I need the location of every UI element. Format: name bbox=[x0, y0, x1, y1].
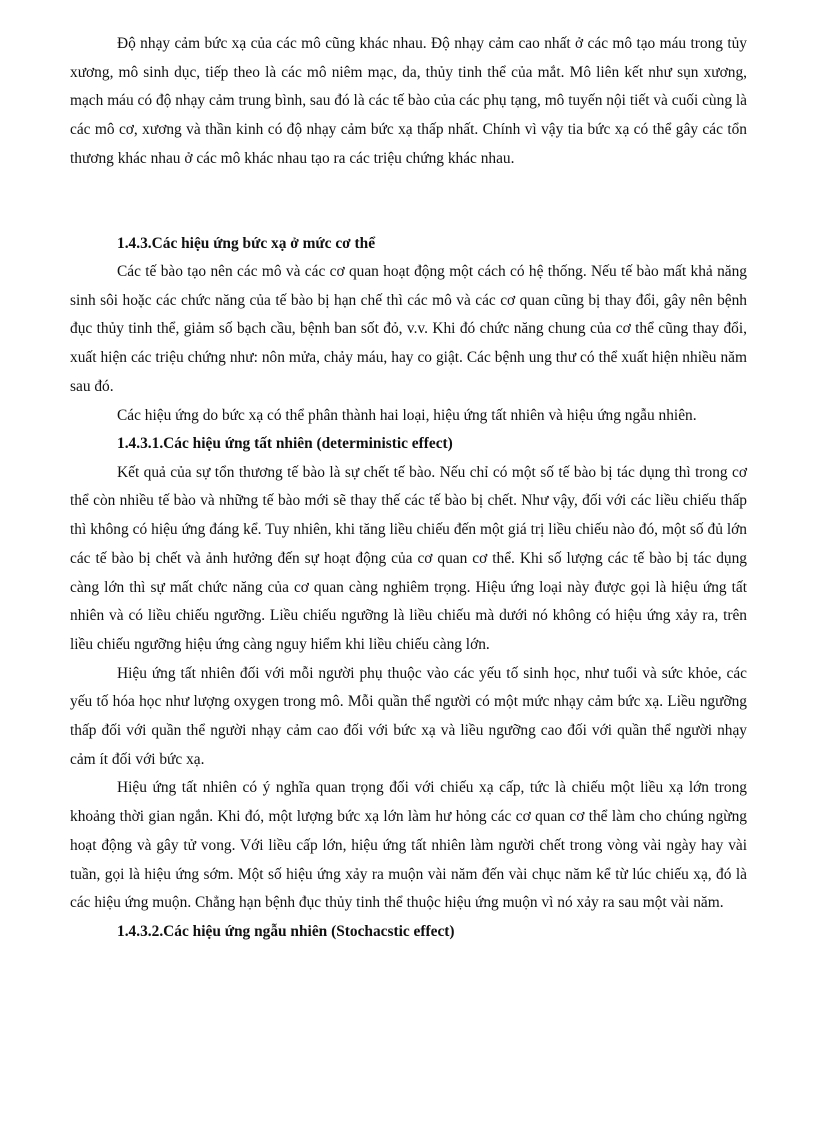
document-page bbox=[70, 30, 747, 946]
section-spacer bbox=[70, 174, 747, 230]
paragraph-body-level-effects: Các tế bào tạo nên các mô và các cơ quan hoạt động một cách có hệ thống. Nếu tế bào mất khả năng sinh sôi hoặc các chức năng của tế bào bị hạn chế thì các mô và các cơ quan cũng bị thay đổi, gây nên bệnh đục thủy tinh thể, giảm số bạch cầu, bệnh ban sốt đỏ, v.v. Khi đó chức năng chung của cơ thể cũng thay đổi, xuất hiện các triệu chứng như: nôn mửa, chảy máu, hay co giật. Các bệnh ung thư có thể xuất hiện nhiều năm sau đó. bbox=[70, 263, 747, 395]
section-heading-1-4-3: 1.4.3.Các hiệu ứng bức xạ ở mức cơ thể bbox=[117, 234, 376, 252]
section-heading-1-4-3-2: 1.4.3.2.Các hiệu ứng ngẫu nhiên (Stochacstic effect) bbox=[117, 922, 455, 940]
paragraph-individual-factors: Hiệu ứng tất nhiên đối với mỗi người phụ thuộc vào các yếu tố sinh học, như tuổi và sức khỏe, các yếu tố hóa học như lượng oxygen trong mô. Mỗi quần thể người có một mức nhạy cảm bức xạ. Liều ngưỡng thấp đối với quần thể người nhạy cảm cao đối với bức xạ và liều ngưỡng cao đối với quần thể người nhạy cảm ít đối với bức xạ. bbox=[70, 664, 747, 768]
paragraph-effect-types: Các hiệu ứng do bức xạ có thể phân thành hai loại, hiệu ứng tất nhiên và hiệu ứng ngẫu nhiên. bbox=[117, 406, 697, 424]
paragraph-acute-exposure: Hiệu ứng tất nhiên có ý nghĩa quan trọng đối với chiếu xạ cấp, tức là chiếu một liều xạ lớn trong khoảng thời gian ngắn. Khi đó, một lượng bức xạ lớn làm hư hỏng các cơ quan cơ thể làm cho chúng ngừng hoạt động và gây tử vong. Với liều cấp lớn, hiệu ứng tất nhiên làm người chết trong vòng vài ngày hay vài tuần, gọi là hiệu ứng sớm. Một số hiệu ứng xảy ra muộn vài năm đến vài chục năm kể từ lúc chiếu xạ, đó là các hiệu ứng muộn. Chẳng hạn bệnh đục thủy tinh thể thuộc hiệu ứng muộn vì nó xảy ra sau một vài năm. bbox=[70, 779, 747, 912]
section-heading-1-4-3-1: 1.4.3.1.Các hiệu ứng tất nhiên (deterministic effect) bbox=[117, 435, 453, 453]
paragraph-cell-death: Kết quả của sự tổn thương tế bào là sự chết tế bào. Nếu chỉ có một số tế bào bị tác dụng thì trong cơ thể còn nhiều tế bào và những tế bào mới sẽ thay thế các tế bào bị chết. Như vậy, đối với các liều chiếu thấp thì không có hiệu ứng đáng kể. Tuy nhiên, khi tăng liều chiếu đến một giá trị liều chiếu nào đó, một số đủ lớn các tế bào bị chết và ảnh hưởng đến sự hoạt động của cơ quan cơ thể. Khi số lượng các tế bào bị tác dụng càng lớn thì sự mất chức năng của cơ quan càng nghiêm trọng. Hiệu ứng loại này được gọi là hiệu ứng tất nhiên và có liều chiếu ngưỡng. Liều chiếu ngưỡng là liều chiếu mà dưới nó không có hiệu ứng xảy ra, trên liều chiếu ngưỡng hiệu ứng càng nguy hiểm khi liều chiếu càng lớn. bbox=[70, 463, 747, 653]
paragraph-tissue-sensitivity: Độ nhạy cảm bức xạ của các mô cũng khác nhau. Độ nhạy cảm cao nhất ở các mô tạo máu trong tủy xương, mô sinh dục, tiếp theo là các mô niêm mạc, da, thủy tinh thể của mắt. Mô liên kết như sụn xương, mạch máu có độ nhạy cảm trung bình, sau đó là các tế bào của các phụ tạng, mô tuyến nội tiết và cuối cùng là các mô cơ, xương và thần kinh có độ nhạy cảm bức xạ thấp nhất. Chính vì vậy tia bức xạ có thể gây các tổn thương khác nhau ở các mô khác nhau tạo ra các triệu chứng khác nhau. bbox=[70, 35, 747, 167]
